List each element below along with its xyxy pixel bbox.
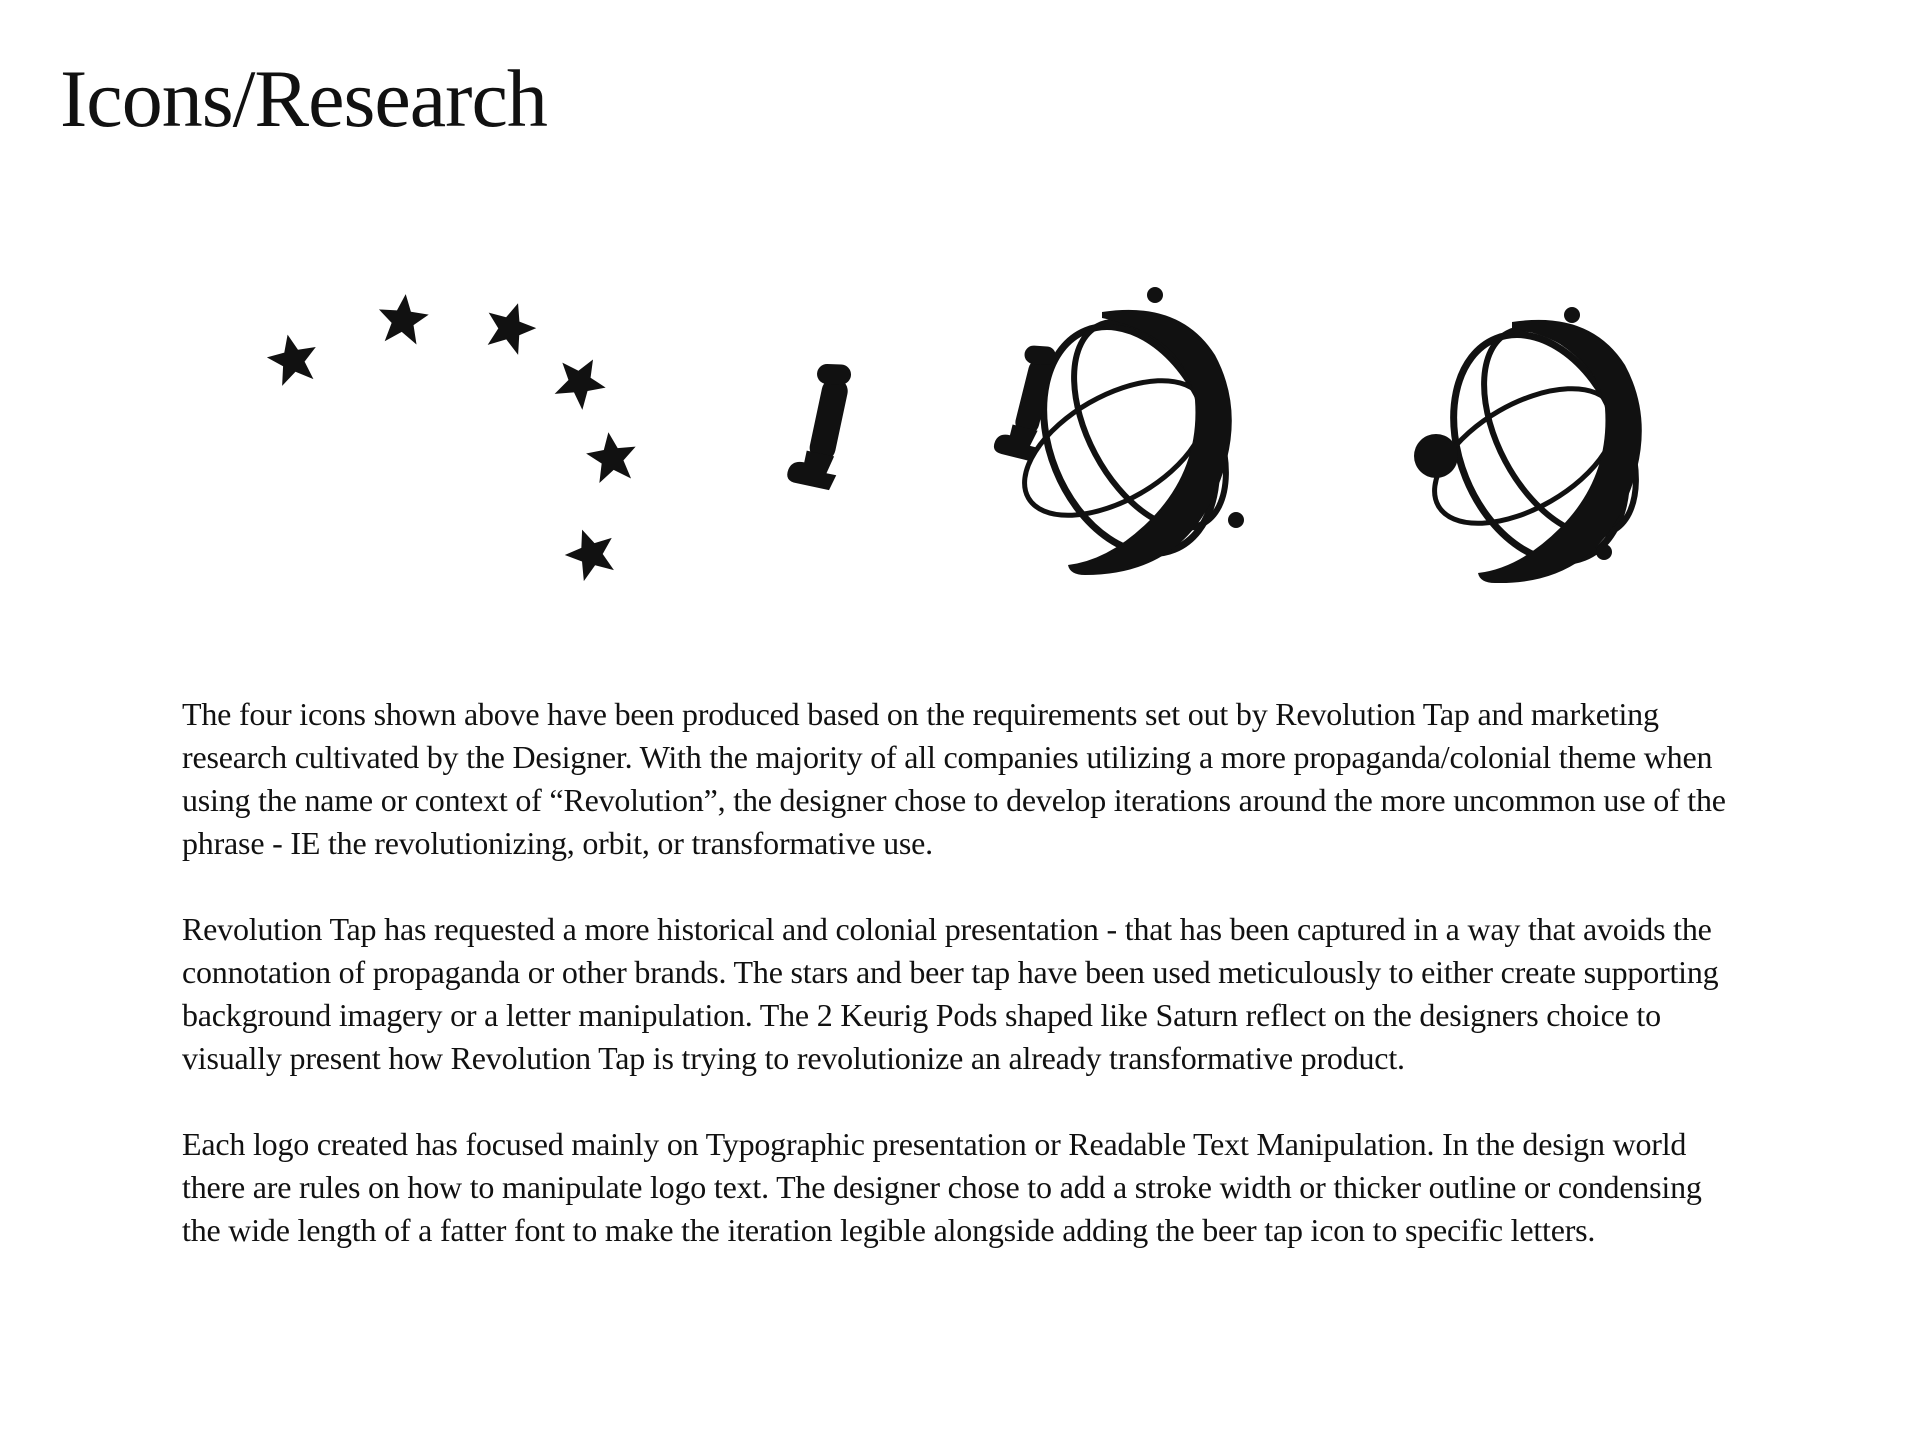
tap-handle-icon	[786, 357, 860, 491]
beer-tap-icon	[786, 357, 860, 491]
saturn-pod-icon	[1412, 304, 1667, 587]
stars-arc-icon	[263, 292, 640, 585]
star-icon	[547, 347, 615, 414]
star-icon	[263, 329, 322, 387]
star-icon	[479, 296, 542, 358]
star-icon	[559, 521, 623, 584]
star-icon	[376, 292, 431, 346]
star-icon	[584, 429, 640, 484]
paragraph-icons-overview: The four icons shown above have been produced based on the requirements set out by Revolution Tap and marketing research cultivated by the Designer. With the majority of all companies utilizing a more propaganda/colonial theme when using the name or context of “Revolution”, the designer chose to develop iterations around the more uncommon use of the phrase - IE the revolutionizing, orbit, or transformative use.	[182, 696, 1726, 861]
paragraph-historical-presentation: Revolution Tap has requested a more historical and colonial presentation - that has been captured in a way that avoids the connotation of propaganda or other brands. The stars and beer tap have been used meticulously to either create supporting background imagery or a letter manipulation. The 2 Keurig Pods shaped like Saturn reflect on the designers choice to visually present how Revolution Tap is trying to revolutionize an already transformative product.	[182, 911, 1719, 1076]
page-title: Icons/Research	[60, 53, 547, 144]
icons-svg	[0, 250, 1920, 610]
saturn-beer-tap-icon	[992, 287, 1257, 579]
body-text	[182, 693, 1742, 1295]
tap-handle-icon	[992, 338, 1063, 462]
paragraph-typographic-manipulation: Each logo created has focused mainly on Typographic presentation or Readable Text Manipulation. In the design world there are rules on how to manipulate logo text. The designer chose to add a stroke width or thicker outline or condensing the wide length of a fatter font to make the iteration legible alongside adding the beer tap icon to specific letters.	[182, 1126, 1702, 1248]
icons-row	[0, 250, 1920, 610]
